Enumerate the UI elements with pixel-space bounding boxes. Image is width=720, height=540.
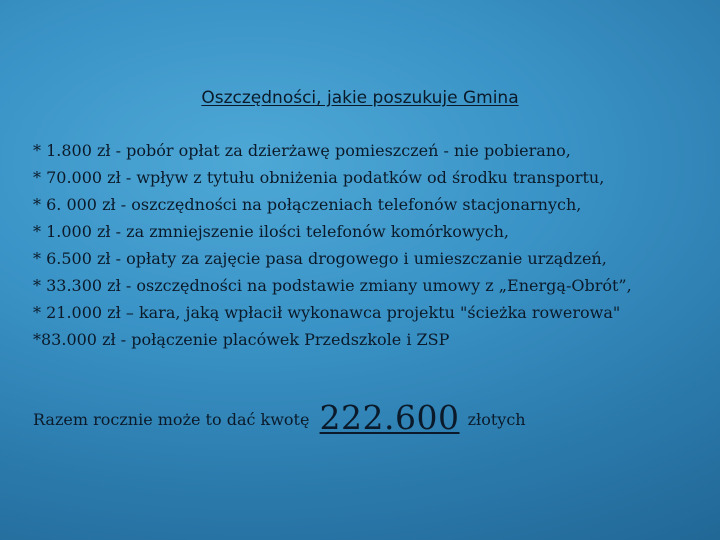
total-amount: 222.600 bbox=[319, 398, 460, 437]
list-item: * 6. 000 zł - oszczędności na połączeniach telefonów stacjonarnych, bbox=[33, 195, 582, 214]
list-item: * 6.500 zł - opłaty za zajęcie pasa drogowego i umieszczanie urządzeń, bbox=[33, 249, 607, 268]
list-item: * 1.000 zł - za zmniejszenie ilości telefonów komórkowych, bbox=[33, 222, 509, 241]
list-item: * 21.000 zł – kara, jaką wpłacił wykonawca projektu "ścieżka rowerowa" bbox=[33, 303, 621, 322]
list-item: *83.000 zł - połączenie placówek Przedszkole i ZSP bbox=[33, 330, 450, 349]
slide-title: Oszczędności, jakie poszukuje Gmina bbox=[201, 88, 519, 108]
total-suffix: złotych bbox=[467, 410, 526, 429]
list-item: * 33.300 zł - oszczędności na podstawie zmiany umowy z „Energą-Obrót”, bbox=[33, 276, 632, 295]
total-prefix: Razem rocznie może to dać kwotę bbox=[33, 410, 310, 429]
list-item: * 1.800 zł - pobór opłat za dzierżawę pomieszczeń - nie pobierano, bbox=[33, 141, 571, 160]
list-item: * 70.000 zł - wpływ z tytułu obniżenia podatków od środku transportu, bbox=[33, 168, 605, 187]
savings-list bbox=[33, 137, 713, 353]
total-line bbox=[33, 398, 526, 437]
